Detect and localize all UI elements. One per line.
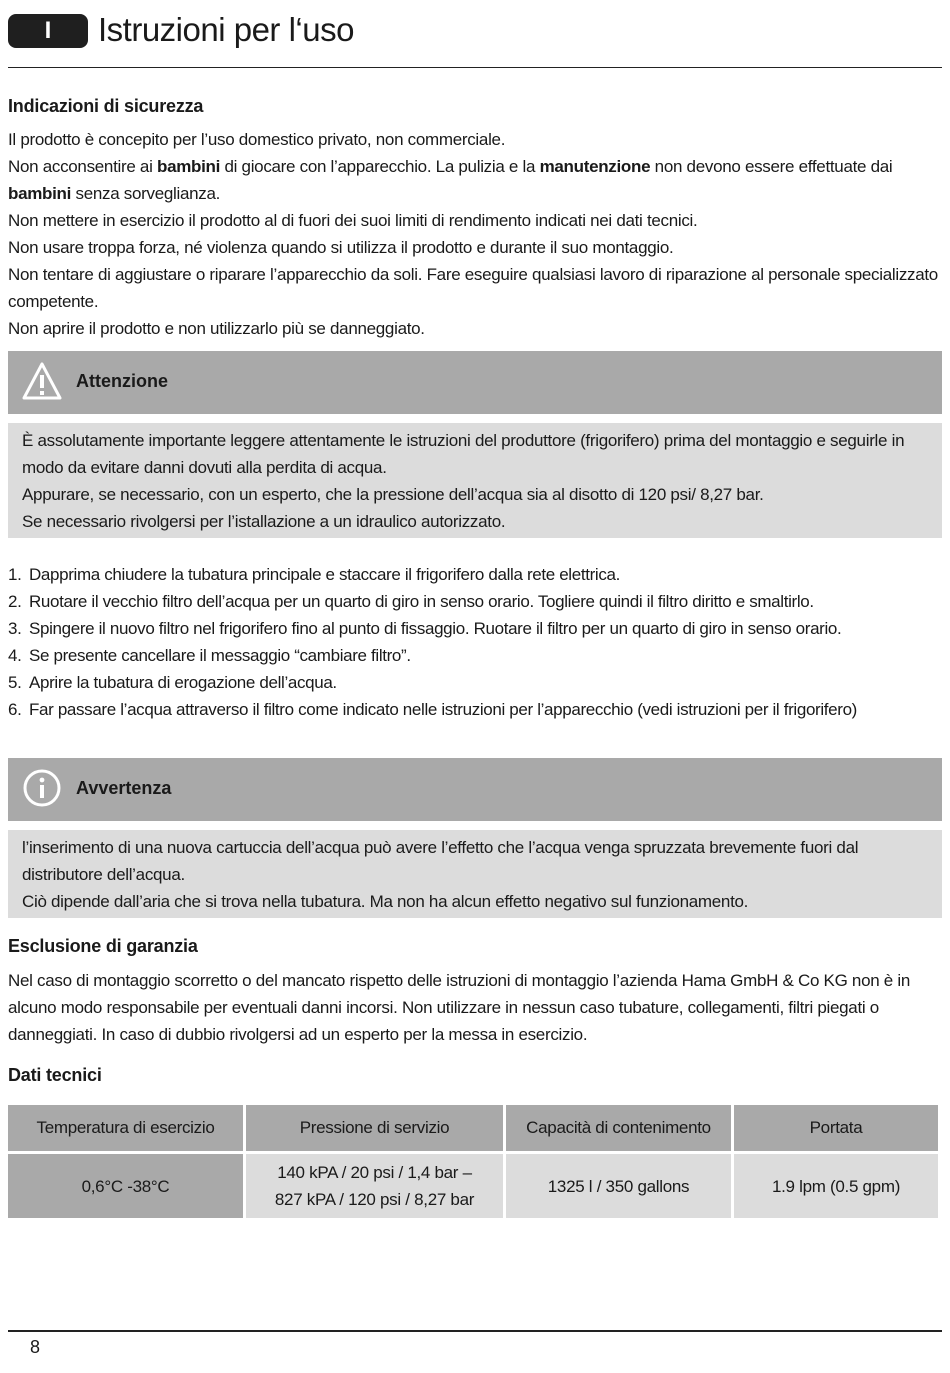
safety-children-line	[8, 153, 944, 207]
caution-body	[8, 423, 942, 538]
step-number: 1.	[8, 565, 22, 584]
step-number: 2.	[8, 592, 22, 611]
caution-line: È assolutamente importante leggere attentamente le istruzioni del produttore (frigorifero) prima del montaggio e seguirle in modo da evitare danni dovuti alla perdita di acqua.	[22, 431, 905, 477]
header-divider	[8, 67, 942, 68]
text-run: non devono essere effettuate dai	[650, 157, 893, 176]
step-text: Aprire la tubatura di erogazione dell’acqua.	[29, 673, 337, 692]
notice-line: l’inserimento di una nuova cartuccia dell’acqua può avere l’effetto che l’acqua venga spruzzata brevemente fuori dal distributore dell’acqua.	[22, 838, 859, 884]
safety-text	[8, 126, 944, 342]
bold-text: bambini	[8, 184, 72, 203]
safety-line: Il prodotto è concepito per l’uso domestico privato, non commerciale.	[8, 130, 506, 149]
text-run: di giocare con l’apparecchio. La pulizia e la	[220, 157, 540, 176]
page-number: 8	[30, 1337, 41, 1357]
warning-triangle-icon	[22, 361, 62, 401]
page-title: Istruzioni per l‘uso	[98, 11, 354, 48]
step-number: 5.	[8, 673, 22, 692]
safety-line: Non mettere in esercizio il prodotto al di fuori dei suoi limiti di rendimento indicati nei dati tecnici.	[8, 211, 698, 230]
temperature-cell: 0,6°C -38°C	[8, 1154, 243, 1218]
step-text: Ruotare il vecchio filtro dell’acqua per un quarto di giro in senso orario. Togliere quindi il filtro diritto e smaltirlo.	[29, 592, 814, 611]
step-item	[8, 696, 942, 723]
safety-line: Non aprire il prodotto e non utilizzarlo più se danneggiato.	[8, 319, 425, 338]
text-run: senza sorveglianza.	[71, 184, 221, 203]
warranty-heading: Esclusione di garanzia	[8, 936, 198, 956]
specs-table	[5, 1102, 941, 1221]
caution-title: Attenzione	[76, 371, 168, 391]
safety-line: Non tentare di aggiustare o riparare l’apparecchio da soli. Fare eseguire qualsiasi lavoro di riparazione al personale specializzato competente.	[8, 265, 938, 311]
step-text: Far passare l’acqua attraverso il filtro come indicato nelle istruzioni per l’apparecchio (vedi istruzioni per il frigorifero)	[29, 700, 857, 719]
table-row	[8, 1154, 938, 1218]
column-header: Temperatura di esercizio	[8, 1105, 243, 1151]
page-header	[8, 8, 942, 68]
notice-header	[8, 758, 942, 821]
step-text: Dapprima chiudere la tubatura principale e staccare il frigorifero dalla rete elettrica.	[29, 565, 620, 584]
caution-header	[8, 351, 942, 414]
column-header: Capacità di contenimento	[506, 1105, 731, 1151]
step-item	[8, 561, 942, 588]
step-text: Spingere il nuovo filtro nel frigorifero fino al punto di fissaggio. Ruotare il filtro per un quarto di giro in senso orario.	[29, 619, 842, 638]
warranty-paragraph: Nel caso di montaggio scorretto o del mancato rispetto delle istruzioni di montaggio l’azienda Hama GmbH & Co KG non è in alcuno modo responsabile per eventuali danni incorsi. Non utilizzare in nessun caso tubature, collegamenti, filtri piegati o danneggiati. In caso di dubbio rivolgersi ad un esperto per la messa in esercizio.	[8, 971, 911, 1044]
table-header-row	[8, 1105, 938, 1151]
warranty-text	[8, 967, 944, 1048]
language-badge: I	[8, 14, 88, 48]
caution-line: Appurare, se necessario, con un esperto, che la pressione dell’acqua sia al disotto di 120 psi/ 8,27 bar.	[22, 485, 764, 504]
step-number: 3.	[8, 619, 22, 638]
bold-text: manutenzione	[539, 157, 651, 176]
step-item	[8, 669, 942, 696]
pressure-cell	[246, 1154, 503, 1218]
flow-cell: 1.9 lpm (0.5 gpm)	[734, 1154, 938, 1218]
safety-heading: Indicazioni di sicurezza	[8, 96, 204, 116]
notice-body	[8, 830, 942, 918]
pressure-line: 827 kPA / 120 psi / 8,27 bar	[274, 1190, 475, 1209]
specs-heading: Dati tecnici	[8, 1065, 102, 1085]
step-text: Se presente cancellare il messaggio “cambiare filtro”.	[29, 646, 411, 665]
bold-text: bambini	[156, 157, 221, 176]
column-header: Portata	[734, 1105, 938, 1151]
step-item	[8, 588, 942, 615]
column-header: Pressione di servizio	[246, 1105, 503, 1151]
caution-line: Se necessario rivolgersi per l’istallazione a un idraulico autorizzato.	[22, 512, 506, 531]
safety-line: Non usare troppa forza, né violenza quando si utilizza il prodotto e durante il suo montaggio.	[8, 238, 674, 257]
capacity-cell: 1325 l / 350 gallons	[506, 1154, 731, 1218]
step-number: 4.	[8, 646, 22, 665]
info-circle-icon	[22, 768, 62, 808]
pressure-line: 140 kPA / 20 psi / 1,4 bar –	[277, 1163, 472, 1182]
notice-title: Avvertenza	[76, 778, 172, 798]
step-number: 6.	[8, 700, 22, 719]
notice-line: Ciò dipende dall’aria che si trova nella tubatura. Ma non ha alcun effetto negativo sul funzionamento.	[22, 892, 749, 911]
text-run: Non acconsentire ai	[8, 157, 157, 176]
step-item	[8, 615, 942, 642]
footer-divider	[8, 1330, 942, 1332]
step-item	[8, 642, 942, 669]
installation-steps	[8, 561, 942, 723]
